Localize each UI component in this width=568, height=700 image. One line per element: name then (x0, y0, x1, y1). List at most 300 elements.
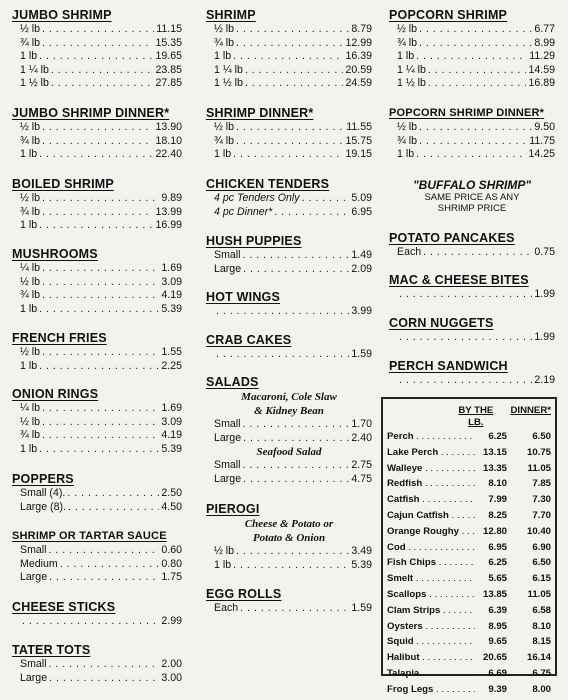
item-size-label: ½ lb (214, 121, 235, 133)
section-perch-sandwich (389, 359, 555, 388)
dot-leader (419, 121, 532, 135)
fish-name: Squid . . . (387, 634, 475, 650)
item-price: 27.85 (155, 77, 182, 90)
dot-leader (419, 135, 527, 149)
item-size-label: Large (20, 671, 48, 684)
section-title: CORN NUGGETS (389, 316, 494, 330)
dot-leader (243, 249, 350, 263)
price-row (12, 558, 182, 572)
item-price: 18.10 (155, 134, 182, 147)
price-row (12, 303, 182, 317)
item-size-label: ¼ lb (20, 402, 41, 414)
item-price: 5.09 (351, 192, 372, 204)
dot-leader (42, 23, 154, 37)
fish-name: Orange Roughy . . . (387, 524, 475, 540)
item-price: 2.09 (351, 262, 372, 275)
item-size-label: ¼ lb (20, 262, 41, 274)
dot-leader (42, 289, 159, 303)
item-size-label: 1 lb (397, 50, 415, 63)
section-note: SHRIMP PRICE (437, 203, 507, 214)
fish-price-lb: 13.15 (482, 446, 507, 458)
section-title: JUMBO SHRIMP (12, 8, 112, 22)
item-size-label: 1 ½ lb (397, 77, 426, 90)
section-title: SHRIMP (206, 8, 256, 22)
item-price: 13.99 (155, 205, 182, 218)
item-size-label: Large (214, 472, 242, 485)
fish-name: Cod . . . (387, 540, 475, 556)
item-price: 5.39 (351, 558, 372, 571)
item-size-label: Each (397, 246, 422, 258)
dot-leader (428, 64, 527, 78)
item-price: 0.75 (534, 246, 555, 258)
item-price: 2.40 (351, 431, 372, 444)
section-jumbo-shrimp-dinner (12, 106, 182, 162)
item-price: 1.59 (351, 602, 372, 614)
section-title: FRENCH FRIES (12, 331, 107, 345)
price-row (206, 148, 372, 162)
section-title: SHRIMP DINNER* (206, 106, 314, 120)
price-row (389, 135, 555, 149)
dot-leader (233, 559, 349, 573)
fish-name: Frog Legs . . . (387, 682, 475, 698)
section-title: SHRIMP OR TARTAR SAUCE (12, 530, 167, 542)
item-price: 15.75 (345, 134, 372, 147)
price-row (206, 23, 372, 37)
section-crab-cakes (206, 333, 372, 362)
dot-leader (42, 135, 153, 149)
item-size-label: 4 pc Dinner* (214, 205, 273, 218)
fish-price-dinner: 11.05 (527, 588, 551, 600)
dot-leader (22, 615, 159, 629)
dot-leader (216, 348, 349, 362)
fish-price-lb: 8.25 (488, 509, 507, 521)
fish-price-lb: 9.39 (488, 683, 507, 695)
price-row (389, 121, 555, 135)
fish-price-dinner: 10.75 (526, 446, 551, 458)
price-row (206, 459, 372, 473)
item-price: 3.09 (161, 275, 182, 288)
dot-leader (42, 121, 153, 135)
fish-row (387, 555, 551, 571)
dot-leader (419, 37, 532, 51)
dot-leader (233, 148, 343, 162)
item-price: 1.59 (351, 348, 372, 360)
fish-row (387, 571, 551, 587)
item-price: 14.25 (528, 148, 555, 161)
price-row (12, 615, 182, 629)
dot-leader (236, 135, 343, 149)
price-row (389, 246, 555, 260)
dot-leader (240, 602, 349, 616)
section-tater-tots (12, 643, 182, 685)
price-row (206, 121, 372, 135)
item-size-label: Large (8). (20, 500, 66, 513)
fish-price-lb: 13.35 (482, 462, 507, 474)
item-size-label: Small (214, 459, 241, 472)
section-mac-cheese (389, 273, 555, 302)
price-row (206, 263, 372, 277)
item-price: 8.99 (534, 36, 555, 49)
item-price: 1.69 (161, 402, 182, 414)
item-price: 4.19 (161, 429, 182, 442)
dot-leader (39, 443, 159, 457)
dot-leader (399, 331, 532, 345)
fish-name: Perch . . . (387, 429, 475, 445)
dot-leader (42, 262, 159, 276)
section-title: MUSHROOMS (12, 247, 98, 261)
section-note: Cheese & Potato or (244, 518, 334, 530)
dot-leader (236, 37, 343, 51)
section-pierogi (206, 502, 372, 572)
section-hot-wings (206, 290, 372, 319)
fish-table-header (387, 405, 551, 429)
section-title: HOT WINGS (206, 290, 281, 304)
dot-leader (51, 64, 154, 78)
section-title: CHICKEN TENDERS (206, 177, 330, 191)
section-boiled-shrimp (12, 177, 182, 233)
section-buffalo (389, 178, 555, 214)
fish-price-lb: 8.95 (488, 620, 507, 632)
fish-name: Halibut . . . (387, 650, 475, 666)
dot-leader (245, 64, 344, 78)
fish-row (387, 682, 551, 698)
dot-leader (419, 23, 532, 37)
fish-row (387, 476, 551, 492)
item-size-label: 1 lb (20, 219, 38, 232)
section-jumbo-shrimp (12, 8, 182, 91)
price-row (389, 23, 555, 37)
section-corn-nuggets (389, 316, 555, 345)
item-price: 1.70 (351, 418, 372, 430)
dot-leader (42, 206, 153, 220)
fish-price-lb: 7.99 (488, 494, 507, 506)
price-row (12, 192, 182, 206)
fish-price-lb: 6.95 (488, 541, 507, 553)
section-popcorn-shrimp-dinner (389, 106, 555, 162)
item-price: 22.40 (155, 148, 182, 161)
fish-row (387, 650, 551, 666)
fish-name: Catfish . . . (387, 492, 475, 508)
item-size-label: ½ lb (214, 23, 235, 35)
price-row (12, 672, 182, 686)
fish-price-dinner: 7.70 (532, 509, 551, 521)
section-hush-puppies (206, 234, 372, 276)
section-title: MAC & CHEESE BITES (389, 273, 529, 287)
dot-leader (49, 544, 160, 558)
item-price: 2.99 (161, 615, 182, 627)
price-row (206, 249, 372, 263)
item-price: 19.15 (345, 148, 372, 161)
item-size-label: 1 lb (20, 302, 38, 315)
price-row (12, 658, 182, 672)
section-egg-rolls (206, 587, 372, 616)
dot-leader (68, 501, 159, 515)
item-price: 1.49 (351, 249, 372, 261)
fish-price-dinner: 6.15 (532, 573, 551, 585)
section-title: BOILED SHRIMP (12, 177, 114, 191)
fish-name: Talapia . . . (387, 666, 475, 682)
item-size-label: ½ lb (214, 545, 235, 557)
fish-price-lb: 5.65 (488, 573, 507, 585)
item-price: 16.99 (155, 219, 182, 232)
item-size-label: 1 lb (20, 442, 38, 455)
fish-row (387, 634, 551, 650)
dot-leader (42, 37, 153, 51)
section-title: PIEROGI (206, 502, 260, 516)
price-row (12, 23, 182, 37)
dot-leader (245, 77, 344, 91)
dot-leader (39, 148, 153, 162)
item-size-label: Each (214, 602, 239, 614)
fish-price-dinner: 8.00 (532, 683, 551, 695)
dot-leader (42, 346, 159, 360)
price-row (206, 602, 372, 616)
section-onion-rings (12, 387, 182, 456)
price-row (12, 206, 182, 220)
fish-name: Lake Perch . . . (387, 445, 475, 461)
dinner-header: DINNER* (510, 405, 551, 416)
section-title: PERCH SANDWICH (389, 359, 508, 373)
price-row (12, 501, 182, 515)
item-size-label: ¾ lb (20, 205, 41, 218)
fish-price-lb: 20.65 (482, 652, 507, 664)
dot-leader (42, 192, 159, 206)
item-size-label: 4 pc Tenders Only (214, 192, 300, 204)
item-size-label: Large (214, 262, 242, 275)
section-title: SALADS (206, 375, 259, 389)
price-row (206, 348, 372, 362)
price-row (12, 77, 182, 91)
dot-leader (302, 192, 350, 206)
dot-leader (51, 77, 154, 91)
item-size-label: ½ lb (20, 121, 41, 133)
section-title: HUSH PUPPIES (206, 234, 302, 248)
price-row (206, 37, 372, 51)
dot-leader (236, 545, 349, 559)
section-sauce (12, 529, 182, 585)
fish-name: Oysters . . . (387, 619, 475, 635)
section-title: "BUFFALO SHRIMP" (412, 178, 532, 192)
item-price: 1.55 (161, 346, 182, 358)
item-price: 11.29 (529, 50, 555, 63)
fish-row (387, 461, 551, 477)
price-row (12, 64, 182, 78)
fish-name: Clam Strips . . . (387, 603, 475, 619)
item-price: 6.77 (534, 23, 555, 35)
fish-price-dinner: 10.40 (526, 525, 551, 537)
item-price: 0.80 (161, 557, 182, 570)
section-mushrooms (12, 247, 182, 316)
price-row (206, 64, 372, 78)
item-price: 11.15 (156, 23, 182, 35)
item-size-label: ¾ lb (214, 36, 235, 49)
item-price: 9.50 (534, 121, 555, 133)
item-price: 19.65 (155, 50, 182, 63)
dot-leader (236, 23, 349, 37)
item-size-label: Small (214, 418, 241, 430)
item-price: 3.09 (161, 415, 182, 428)
section-title: POPCORN SHRIMP DINNER* (389, 107, 545, 119)
item-price: 2.75 (351, 459, 372, 472)
item-price: 20.59 (345, 63, 372, 76)
item-price: 5.39 (161, 302, 182, 315)
price-row (389, 331, 555, 345)
item-size-label: Small (20, 544, 47, 556)
item-size-label: ¾ lb (20, 134, 41, 147)
price-row (206, 206, 372, 220)
price-row (12, 50, 182, 64)
item-size-label: 1 lb (20, 50, 38, 63)
dot-leader (243, 418, 350, 432)
section-title: TATER TOTS (12, 643, 91, 657)
item-price: 4.19 (161, 289, 182, 302)
section-title: ONION RINGS (12, 387, 99, 401)
section-salads (206, 375, 372, 486)
price-row (12, 402, 182, 416)
dot-leader (274, 206, 349, 220)
item-price: 4.50 (161, 500, 182, 513)
item-size-label: 1 ¼ lb (20, 63, 49, 76)
dot-leader (39, 50, 153, 64)
item-price: 11.55 (346, 121, 372, 133)
dot-leader (39, 360, 159, 374)
item-size-label: Large (214, 431, 242, 444)
item-price: 3.99 (351, 305, 372, 317)
fish-name: Walleye . . . (387, 461, 475, 477)
fish-row (387, 540, 551, 556)
fish-price-dinner: 6.50 (532, 557, 551, 569)
item-size-label: ¾ lb (20, 429, 41, 442)
price-row (12, 416, 182, 430)
price-row (206, 559, 372, 573)
item-price: 15.35 (155, 36, 182, 49)
fish-price-dinner: 8.10 (532, 620, 551, 632)
price-row (12, 289, 182, 303)
item-price: 2.50 (161, 487, 182, 499)
item-size-label: 1 ¼ lb (214, 63, 243, 76)
fish-price-table (381, 397, 557, 695)
item-size-label: Large (20, 571, 48, 584)
section-shrimp-dinner (206, 106, 372, 162)
section-title: CHEESE STICKS (12, 600, 116, 614)
section-poppers (12, 472, 182, 514)
fish-price-lb: 13.85 (482, 588, 507, 600)
fish-row (387, 666, 551, 682)
item-size-label: Small (214, 249, 241, 261)
item-size-label: ½ lb (397, 23, 418, 35)
item-price: 12.99 (345, 36, 372, 49)
fish-row (387, 587, 551, 603)
dot-leader (42, 276, 159, 290)
dot-leader (416, 148, 526, 162)
item-size-label: ½ lb (20, 346, 41, 358)
price-row (206, 77, 372, 91)
price-row (206, 432, 372, 446)
dot-leader (423, 246, 532, 260)
dot-leader (42, 416, 159, 430)
fish-price-dinner: 6.50 (532, 431, 551, 442)
item-price: 23.85 (155, 63, 182, 76)
price-row (206, 192, 372, 206)
price-row (12, 276, 182, 290)
item-size-label: Medium (20, 557, 58, 570)
fish-row (387, 445, 551, 461)
section-title: POTATO PANCAKES (389, 231, 515, 245)
item-size-label: ½ lb (20, 192, 41, 204)
fish-price-dinner: 7.85 (532, 478, 551, 490)
item-price: 24.59 (345, 77, 372, 90)
item-price: 0.60 (161, 544, 182, 556)
section-title: EGG ROLLS (206, 587, 282, 601)
fish-row (387, 603, 551, 619)
fish-row (387, 508, 551, 524)
section-note: Seafood Salad (256, 446, 322, 459)
dot-leader (428, 77, 527, 91)
price-row (12, 135, 182, 149)
fish-name: Scallops . . . (387, 587, 475, 603)
section-note: SAME PRICE AS ANY (424, 192, 520, 203)
item-price: 4.75 (351, 472, 372, 485)
fish-name: Smelt . . . (387, 571, 475, 587)
item-size-label: ½ lb (20, 23, 41, 35)
fish-price-dinner: 6.90 (532, 541, 551, 553)
item-size-label: ¾ lb (397, 36, 418, 49)
dot-leader (243, 263, 349, 277)
price-row (206, 545, 372, 559)
dot-leader (243, 432, 349, 446)
item-price: 1.69 (161, 262, 182, 274)
fish-price-lb: 9.65 (488, 636, 507, 648)
item-price: 8.79 (351, 23, 372, 35)
price-row (206, 50, 372, 64)
price-row (389, 64, 555, 78)
price-row (12, 360, 182, 374)
fish-name: Fish Chips . . . (387, 555, 475, 571)
item-size-label: Small (4). (20, 487, 66, 499)
section-cheese-sticks (12, 600, 182, 629)
price-row (12, 37, 182, 51)
item-size-label: 1 lb (20, 359, 38, 372)
section-note: Potato & Onion (252, 532, 326, 544)
item-price: 3.00 (161, 671, 182, 684)
item-price: 14.59 (528, 63, 555, 76)
price-row (389, 288, 555, 302)
item-price: 1.75 (161, 571, 182, 584)
dot-leader (236, 121, 344, 135)
item-size-label: ¾ lb (20, 36, 41, 49)
price-row (206, 418, 372, 432)
fish-row (387, 524, 551, 540)
price-row (12, 262, 182, 276)
item-price: 5.39 (161, 442, 182, 455)
section-potato-pancakes (389, 231, 555, 260)
section-popcorn-shrimp (389, 8, 555, 91)
fish-price-dinner: 8.15 (532, 636, 551, 648)
fish-price-dinner: 6.75 (532, 667, 551, 679)
fish-price-lb: 12.80 (482, 525, 507, 537)
price-row (12, 121, 182, 135)
item-size-label: 1 ¼ lb (397, 63, 426, 76)
fish-row (387, 492, 551, 508)
section-chicken-tenders (206, 177, 372, 219)
fish-row (387, 619, 551, 635)
price-row (206, 135, 372, 149)
dot-leader (42, 402, 159, 416)
section-note: & Kidney Bean (254, 405, 324, 417)
price-row (12, 443, 182, 457)
item-price: 1.99 (534, 331, 555, 343)
item-size-label: 1 lb (214, 148, 232, 161)
